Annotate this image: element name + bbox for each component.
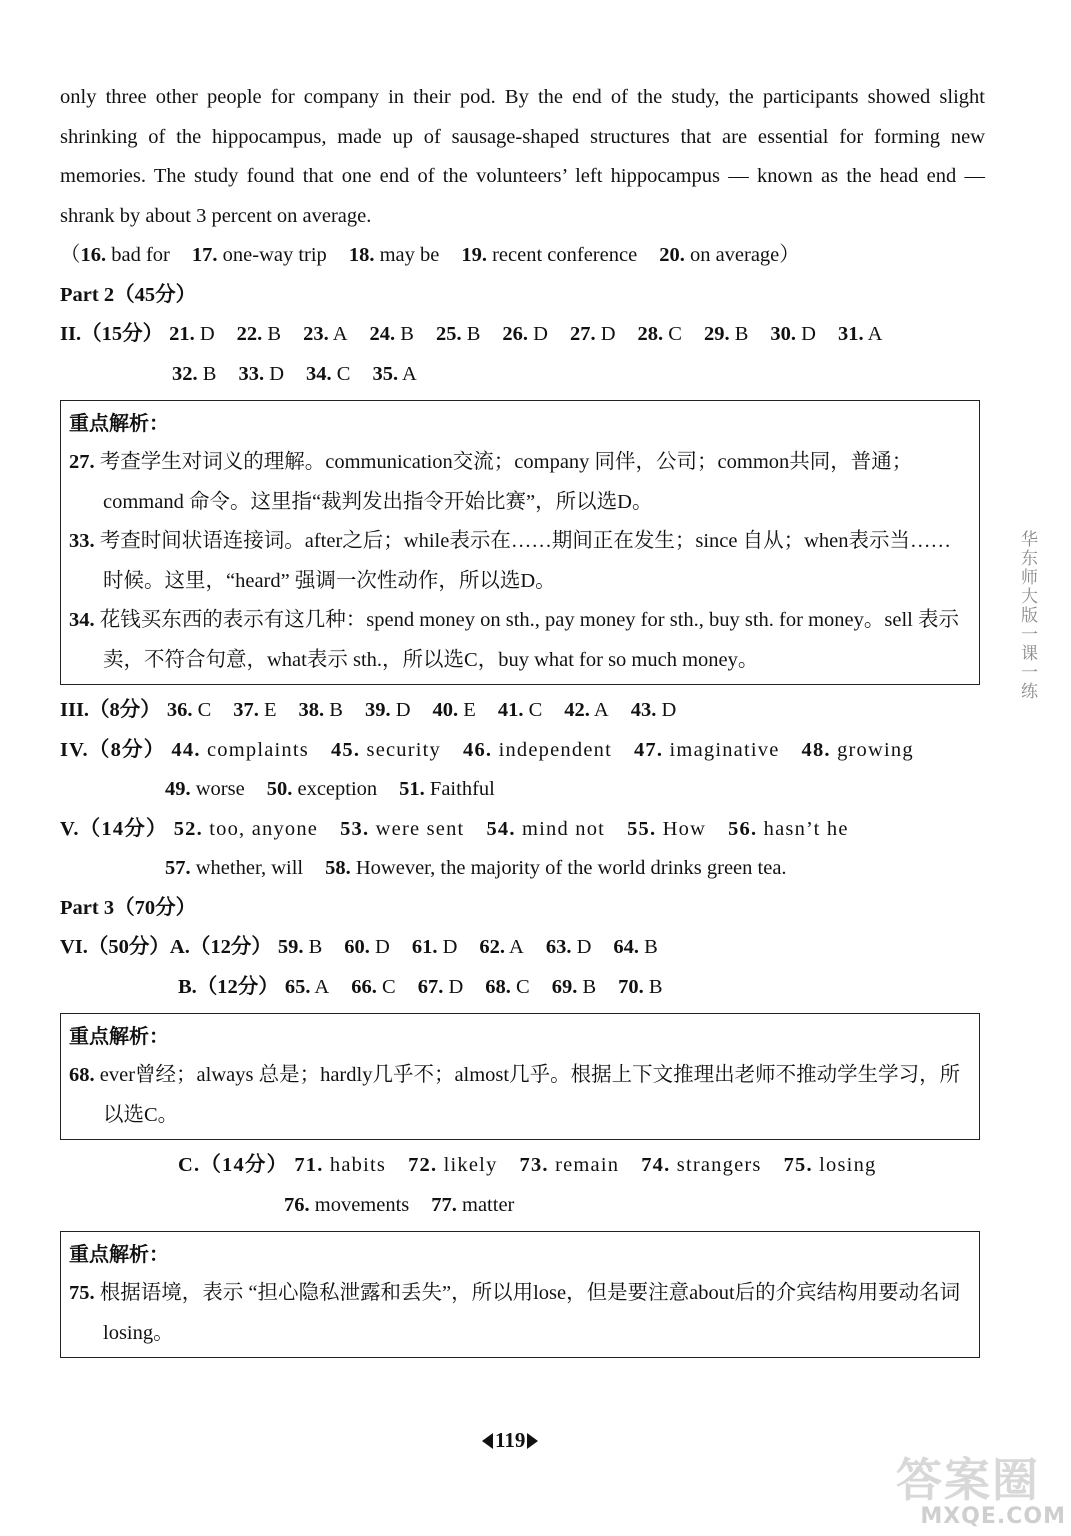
- answer-item: [165, 770, 245, 810]
- analysis-title: 重点解析：: [69, 413, 169, 435]
- answer-item: [704, 315, 748, 355]
- answer-item: [433, 691, 476, 731]
- answer-number: 31.: [837, 323, 864, 345]
- answer-value: C: [523, 699, 543, 721]
- analysis-number: 33.: [69, 530, 100, 552]
- analysis-title: 重点解析：: [69, 1026, 169, 1048]
- answer-value: A: [505, 936, 524, 958]
- answer-value: E: [458, 699, 476, 721]
- answer-value: A: [398, 362, 417, 385]
- answer-value: B: [729, 323, 749, 345]
- analysis-number: 68.: [69, 1064, 100, 1086]
- answer-item: [370, 315, 414, 355]
- answer-value: A: [863, 323, 883, 345]
- answer-item: [641, 1146, 761, 1186]
- answer-number: 64.: [613, 936, 640, 958]
- answer-value: D: [571, 936, 592, 958]
- answer-number: 55.: [627, 817, 657, 840]
- passage-text: only three other people for company in their pod. By the end of the study, the participants showed slight shrinking of the hippocampus, made up of sausage-shaped structures that are essential for forming new memories. The study found that one end of the volunteers’ left hippocampus — known as the head end — shrank by about 3 percent on average.: [60, 86, 985, 227]
- sec6-c-row1: [60, 1146, 985, 1186]
- answer-item: [325, 849, 786, 889]
- answer-number: 75.: [783, 1154, 813, 1176]
- analysis-title: 重点解析：: [69, 1244, 169, 1266]
- answer-value: B: [324, 699, 343, 721]
- answer-number: 21.: [169, 323, 195, 345]
- answer-item: [303, 315, 347, 355]
- answer-number: 59.: [277, 936, 304, 958]
- analysis-item: [69, 1274, 969, 1353]
- answer-item: [520, 1146, 620, 1186]
- answer-value: However, the majority of the world drinks green tea.: [350, 857, 787, 879]
- answer-value: were sent: [369, 817, 465, 840]
- answer-item: [171, 731, 309, 771]
- sec6-b-row: [60, 968, 985, 1008]
- answer-number: 41.: [497, 699, 524, 721]
- answer-number: 16.: [80, 244, 107, 266]
- answer-number: 53.: [340, 817, 370, 840]
- answer-value: whether, will: [190, 857, 304, 879]
- answer-item: [408, 1146, 497, 1186]
- answer-value: B: [639, 936, 658, 958]
- answer-item: [784, 1146, 877, 1186]
- answer-value: D: [369, 936, 390, 958]
- answer-number: 70.: [618, 975, 644, 998]
- answer-value: matter: [456, 1193, 515, 1216]
- answer-number: 38.: [298, 699, 325, 721]
- answer-item: [631, 691, 677, 731]
- section-label: III.（8分）: [60, 699, 161, 721]
- subsection-label: A.（12分）: [169, 936, 272, 958]
- page-number-text: 119: [495, 1428, 526, 1452]
- answer-number: 77.: [431, 1193, 457, 1216]
- answer-value: B: [303, 936, 323, 958]
- answer-number: 57.: [165, 857, 191, 879]
- answer-value: losing: [812, 1154, 877, 1176]
- answer-value: D: [595, 323, 616, 345]
- answer-value: D: [194, 323, 215, 345]
- answer-item: [294, 1146, 386, 1186]
- answer-number: 47.: [633, 738, 664, 761]
- answer-item: [167, 691, 211, 731]
- analysis-text: 考查学生对词义的理解。communication交流；company 同伴，公司；common共同，普通；command 命令。这里指“裁判发出指令开始比赛”，所以选D。: [99, 451, 913, 513]
- analysis-item: [69, 443, 969, 522]
- answer-number: 65.: [284, 975, 311, 998]
- analysis-box-3: [60, 1231, 980, 1358]
- answer-value: A: [310, 975, 330, 998]
- answer-item: [165, 849, 303, 889]
- answer-item: [485, 968, 529, 1008]
- analysis-box-2: [60, 1013, 980, 1140]
- sec2-row2: [60, 355, 985, 395]
- answer-value: security: [360, 738, 442, 761]
- answer-item: [192, 236, 327, 276]
- answer-item: [412, 928, 458, 968]
- answer-number: 45.: [330, 738, 361, 761]
- answer-item: [659, 236, 779, 276]
- answer-number: 33.: [238, 362, 265, 385]
- answer-number: 50.: [266, 778, 293, 800]
- answer-number: 48.: [801, 738, 831, 761]
- part2-title: Part 2（45分）: [60, 283, 197, 306]
- answer-number: 73.: [519, 1154, 549, 1176]
- answer-item: [498, 691, 542, 731]
- right-arrow-icon: [527, 1433, 538, 1449]
- answer-number: 58.: [325, 857, 351, 879]
- answer-number: 28.: [637, 323, 664, 345]
- watermark-top: 答案圈: [896, 1453, 1040, 1507]
- answer-item: [399, 770, 495, 810]
- analysis-text: 花钱买东西的表示有这几种：spend money on sth., pay money for sth., buy sth. for money。sell 表示卖，不符合句意，what表示 sth.，所以选C，buy what for so much money。: [99, 609, 959, 671]
- answer-number: 43.: [630, 699, 657, 721]
- answer-item: [838, 315, 882, 355]
- sec5-row2: [60, 849, 985, 889]
- answer-number: 26.: [502, 323, 529, 345]
- answer-item: [284, 1186, 409, 1226]
- answer-number: 18.: [348, 244, 375, 266]
- answer-item: [299, 691, 343, 731]
- answer-value: D: [264, 362, 284, 385]
- sec6-a-row: [60, 928, 985, 968]
- side-book-title: 华东师大版一课一练: [1017, 530, 1037, 701]
- answer-value: recent conference: [486, 244, 638, 266]
- analysis-number: 27.: [69, 451, 100, 473]
- answer-number: 56.: [728, 817, 758, 840]
- analysis-text: 考查时间状语连接词。after之后；while表示在……期间正在发生；since 自从；when表示当……时候。这里，“heard” 强调一次性动作，所以选D。: [99, 530, 951, 592]
- answer-value: one-way trip: [217, 244, 327, 266]
- answer-value: B: [577, 975, 597, 998]
- answer-number: 22.: [236, 323, 263, 345]
- analysis-item: [69, 601, 969, 680]
- analysis-text: 根据语境，表示 “担心隐私泄露和丢失”，所以用lose，但是要注意about后的介宾结构用要动名词losing。: [99, 1282, 961, 1344]
- answer-number: 60.: [344, 936, 370, 958]
- answer-item: [340, 810, 464, 850]
- sec4-row1: [60, 731, 985, 771]
- answer-value: D: [443, 975, 464, 998]
- answer-value: D: [528, 323, 548, 345]
- answer-number: 69.: [551, 975, 578, 998]
- answer-item: [285, 968, 329, 1008]
- answer-item: [238, 355, 284, 395]
- left-arrow-icon: [482, 1433, 493, 1449]
- answer-item: [169, 315, 215, 355]
- answer-item: [344, 928, 390, 968]
- answer-value: movements: [309, 1193, 410, 1216]
- answer-number: 23.: [303, 323, 329, 345]
- sec3-row: [60, 691, 985, 731]
- answer-item: [461, 236, 637, 276]
- analysis-number: 75.: [69, 1282, 100, 1304]
- close-paren: ）: [779, 244, 800, 266]
- answer-value: may be: [374, 244, 440, 266]
- answer-item: [502, 315, 548, 355]
- answer-number: 49.: [165, 778, 191, 800]
- answer-number: 71.: [294, 1154, 324, 1176]
- answer-number: 17.: [191, 244, 218, 266]
- watermark-bottom: MXQE.COM: [920, 1504, 1066, 1529]
- answer-item: [237, 315, 281, 355]
- answer-value: imaginative: [663, 738, 780, 761]
- answer-number: 76.: [284, 1193, 310, 1216]
- answer-item: [463, 731, 612, 771]
- answer-value: B: [461, 323, 481, 345]
- answer-value: too, anyone: [202, 817, 319, 840]
- answer-number: 72.: [408, 1154, 438, 1176]
- answer-number: 54.: [486, 817, 516, 840]
- answer-number: 24.: [369, 323, 396, 345]
- answer-number: 36.: [166, 699, 193, 721]
- page-number: [482, 1428, 538, 1453]
- sec6-c-row2: [60, 1186, 985, 1226]
- answer-item: [418, 968, 464, 1008]
- answer-value: B: [643, 975, 663, 998]
- answer-value: B: [395, 323, 414, 345]
- answer-item: [306, 355, 350, 395]
- watermark-logo: [896, 1455, 1066, 1531]
- answer-item: [638, 315, 682, 355]
- answer-number: 61.: [411, 936, 438, 958]
- answer-value: hasn’t he: [757, 817, 849, 840]
- answer-value: habits: [323, 1154, 387, 1176]
- answer-value: likely: [437, 1154, 498, 1176]
- answer-value: on average: [684, 244, 780, 266]
- answer-item: [770, 315, 816, 355]
- answer-value: A: [328, 323, 348, 345]
- analysis-item: [69, 522, 969, 601]
- answer-number: 44.: [171, 738, 201, 761]
- answer-item: [479, 928, 523, 968]
- answer-value: growing: [830, 738, 914, 761]
- answer-item: [728, 810, 849, 850]
- answer-item: [81, 236, 170, 276]
- answer-number: 32.: [172, 362, 198, 385]
- answer-value: How: [656, 817, 707, 840]
- answer-number: 39.: [364, 699, 391, 721]
- answer-number: 34.: [306, 362, 332, 385]
- answer-number: 74.: [641, 1154, 671, 1176]
- subsection-label: B.（12分）: [178, 975, 279, 998]
- answer-number: 25.: [435, 323, 462, 345]
- answer-value: B: [197, 362, 217, 385]
- section-label: IV.（8分）: [60, 738, 166, 761]
- answer-item: [267, 770, 377, 810]
- answer-item: [802, 731, 914, 771]
- part3-title: Part 3（70分）: [60, 896, 197, 919]
- answer-value: C: [510, 975, 530, 998]
- analysis-box-1: [60, 400, 980, 685]
- answer-value: D: [390, 699, 411, 721]
- sec2-row1: [60, 315, 985, 355]
- answer-value: D: [437, 936, 458, 958]
- analysis-text: ever曾经；always 总是；hardly几乎不；almost几乎。根据上下文推理出老师不推动学生学习，所以选C。: [99, 1064, 961, 1126]
- answer-value: independent: [492, 738, 612, 761]
- answer-number: 52.: [173, 817, 203, 840]
- answer-item: [174, 810, 318, 850]
- answer-value: D: [796, 323, 816, 345]
- answer-item: [431, 1186, 514, 1226]
- subsection-label: C.（14分）: [178, 1154, 289, 1176]
- answer-number: 66.: [351, 975, 377, 998]
- sec5-row1: [60, 810, 985, 850]
- answer-value: strangers: [670, 1154, 762, 1176]
- section-label: VI.（50分）: [60, 936, 170, 958]
- answer-item: [486, 810, 605, 850]
- answer-number: 27.: [569, 323, 596, 345]
- answer-item: [564, 691, 608, 731]
- answer-value: E: [258, 699, 277, 721]
- answer-value: bad for: [106, 244, 170, 266]
- answer-page: [60, 78, 985, 1364]
- sec4-row2: [60, 770, 985, 810]
- answer-number: 40.: [432, 699, 459, 721]
- answer-value: C: [663, 323, 682, 345]
- answer-item: [634, 731, 780, 771]
- answer-item: [613, 928, 657, 968]
- answer-value: B: [262, 323, 282, 345]
- answer-number: 19.: [461, 244, 487, 266]
- answer-value: Faithful: [424, 778, 495, 800]
- answer-number: 42.: [564, 699, 590, 721]
- answer-value: C: [331, 362, 351, 385]
- answer-item: [552, 968, 596, 1008]
- answer-number: 35.: [372, 362, 399, 385]
- answer-item: [436, 315, 480, 355]
- answer-item: [365, 691, 411, 731]
- part1-answers: [60, 236, 985, 276]
- section-label: V.（14分）: [60, 817, 168, 840]
- answer-value: mind not: [515, 817, 606, 840]
- answer-value: C: [192, 699, 212, 721]
- answer-value: exception: [292, 778, 378, 800]
- section-label: II.（15分）: [60, 323, 164, 345]
- answer-value: C: [376, 975, 396, 998]
- open-paren: （: [60, 244, 81, 266]
- answer-item: [331, 731, 441, 771]
- answer-item: [618, 968, 662, 1008]
- answer-number: 63.: [545, 936, 572, 958]
- answer-item: [349, 236, 440, 276]
- answer-item: [351, 968, 395, 1008]
- answer-number: 29.: [703, 323, 730, 345]
- answer-value: D: [656, 699, 677, 721]
- answer-item: [627, 810, 706, 850]
- analysis-item: [69, 1056, 969, 1135]
- answer-item: [233, 691, 276, 731]
- answer-number: 67.: [417, 975, 444, 998]
- answer-number: 46.: [463, 738, 493, 761]
- answer-item: [570, 315, 616, 355]
- answer-number: 68.: [485, 975, 511, 998]
- answer-value: A: [589, 699, 609, 721]
- analysis-number: 34.: [69, 609, 100, 631]
- answer-value: worse: [190, 778, 245, 800]
- answer-value: remain: [548, 1154, 620, 1176]
- answer-item: [278, 928, 322, 968]
- answer-number: 62.: [479, 936, 506, 958]
- answer-item: [546, 928, 592, 968]
- answer-number: 51.: [399, 778, 425, 800]
- answer-number: 20.: [659, 244, 685, 266]
- answer-number: 30.: [770, 323, 797, 345]
- answer-item: [172, 355, 216, 395]
- answer-item: [372, 355, 416, 395]
- answer-number: 37.: [233, 699, 259, 721]
- answer-value: complaints: [200, 738, 309, 761]
